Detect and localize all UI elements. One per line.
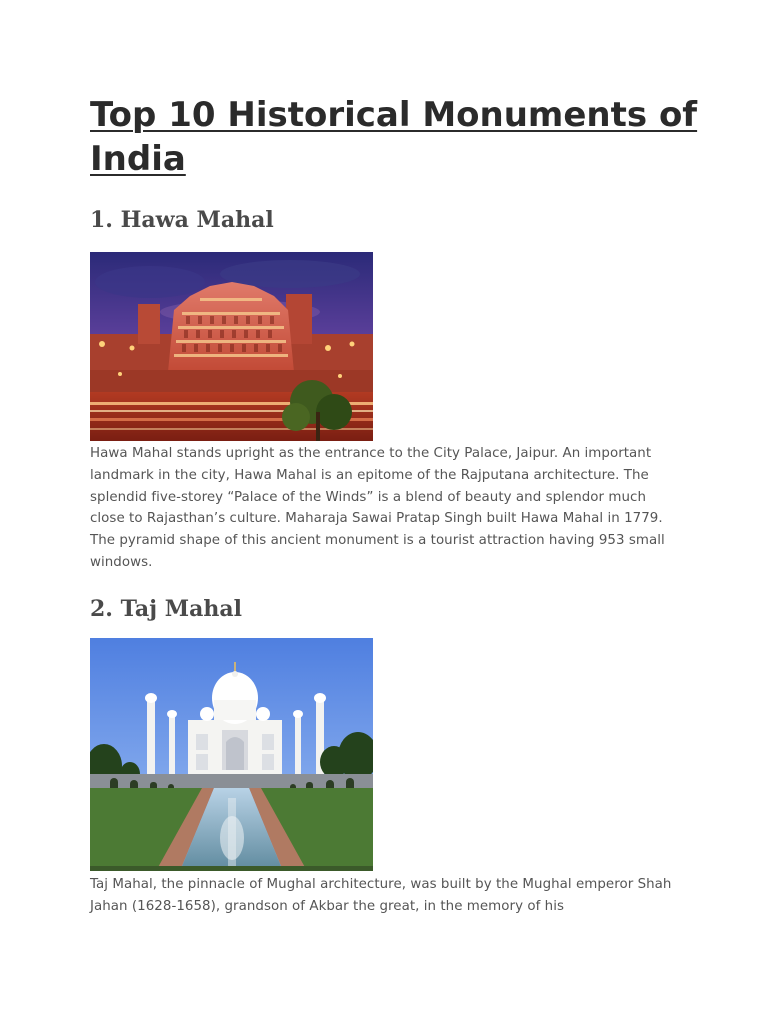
page-title: Top 10 Historical Monuments of India bbox=[90, 95, 698, 179]
section-heading-hawa-mahal: 1. Hawa Mahal bbox=[90, 207, 274, 233]
hawa-mahal-paragraph: Hawa Mahal stands upright as the entrance to the City Palace, Jaipur. An important landmark in the city, Hawa Mahal is an epitome of the Rajputana architecture. The splendid five-storey “Palace of the Winds” is a blend of beauty and splendor much close to Rajasthan’s culture. Maharaja Sawai Pratap Singh built Hawa Mahal in 1779. The pyramid shape of this ancient monument is a tourist attraction having 953 small windows. bbox=[90, 446, 665, 570]
taj-mahal-paragraph: Taj Mahal, the pinnacle of Mughal architecture, was built by the Mughal emperor Shah Jahan (1628-1658), grandson of Akbar the great, in the memory of his bbox=[90, 877, 672, 914]
hawa-mahal-photo bbox=[90, 252, 373, 441]
taj-mahal-photo bbox=[90, 638, 373, 871]
section-heading-taj-mahal: 2. Taj Mahal bbox=[90, 596, 242, 622]
